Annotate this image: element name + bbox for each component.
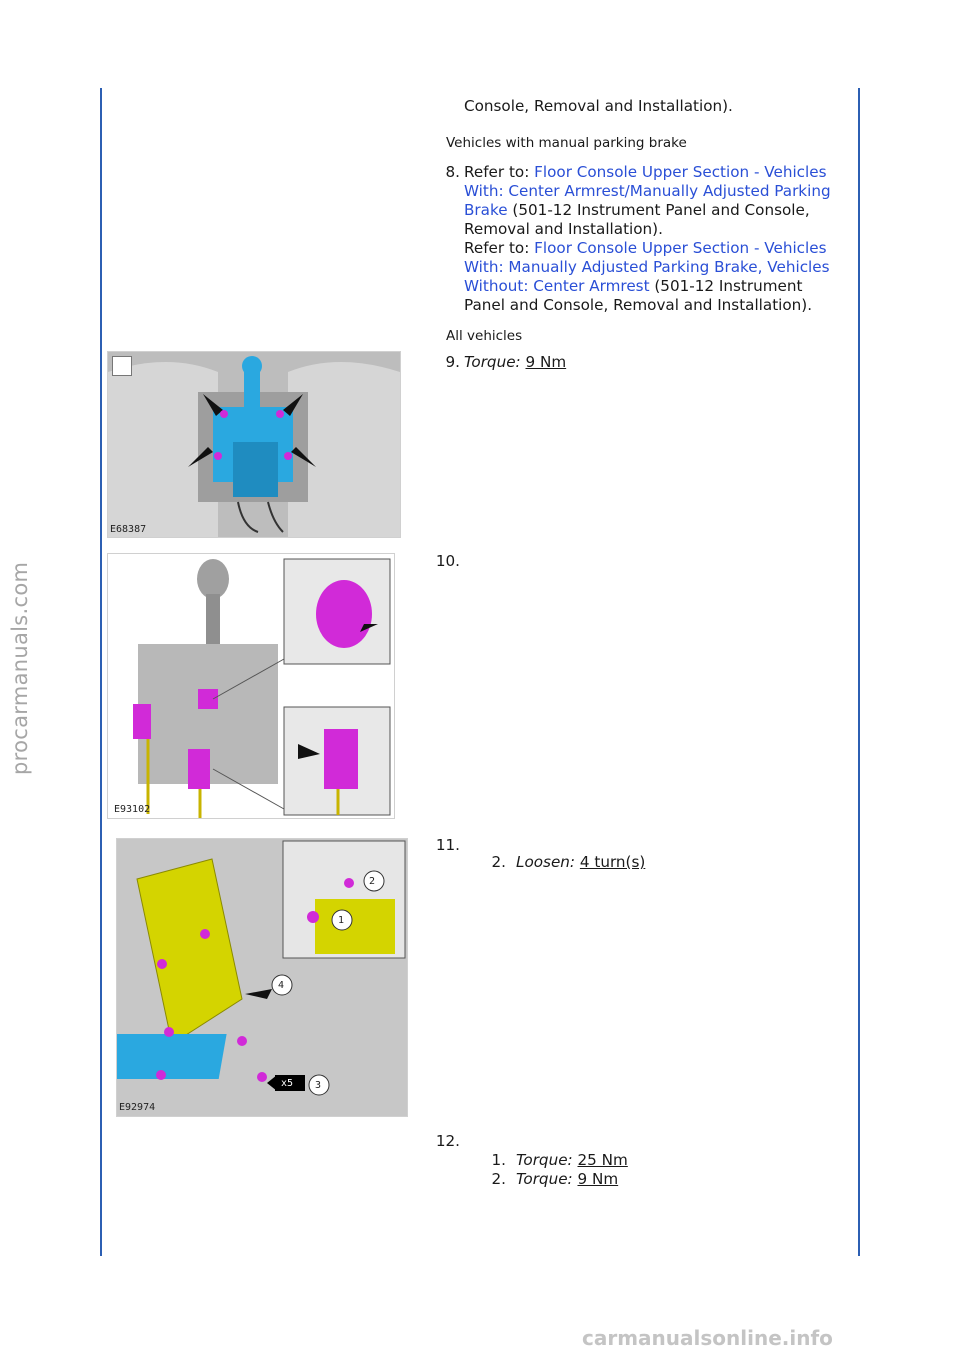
bottom-watermark: carmanualsonline.info bbox=[582, 1326, 833, 1350]
step-8-line-3 bbox=[464, 201, 810, 220]
step-8-line-8: Panel and Console, Removal and Installation). bbox=[464, 296, 813, 314]
step-12-item-2-number: 2. bbox=[491, 1170, 506, 1188]
callout-2: 2 bbox=[369, 876, 376, 887]
zoom-icon[interactable] bbox=[112, 356, 132, 376]
step-8-line-7 bbox=[464, 277, 802, 296]
step-9-number: 9. bbox=[445, 353, 460, 371]
figure-id: E68387 bbox=[110, 524, 147, 535]
loosen-label: Loosen: bbox=[516, 853, 576, 871]
step-11-sub-number: 2. bbox=[491, 853, 506, 871]
side-watermark: procarmanuals.com bbox=[8, 561, 32, 775]
torque-value: 25 Nm bbox=[577, 1151, 628, 1169]
figure-id: E93102 bbox=[114, 804, 151, 815]
figure-e68387[interactable] bbox=[107, 351, 401, 538]
step-11-number: 11. bbox=[435, 836, 460, 854]
callout-4: 4 bbox=[278, 980, 285, 991]
step-12-item-2 bbox=[516, 1170, 618, 1189]
step-12-item-1 bbox=[516, 1151, 628, 1170]
step-11-loosen bbox=[516, 853, 645, 872]
torque-label: Torque: bbox=[464, 353, 521, 371]
step-12-number: 12. bbox=[435, 1132, 460, 1150]
bracket-illustration bbox=[117, 839, 407, 1116]
callout-3: 3 bbox=[315, 1080, 322, 1091]
loosen-value: 4 turn(s) bbox=[579, 853, 646, 871]
refer-to-label: Refer to: bbox=[464, 163, 530, 181]
link-floor-console-armrest-line-2[interactable]: With: Center Armrest/Manually Adjusted Parking bbox=[464, 182, 831, 200]
intro-line: Console, Removal and Installation). bbox=[464, 97, 733, 115]
ref-1-tail: (501-12 Instrument Panel and Console, bbox=[512, 201, 810, 219]
figure-e92974[interactable] bbox=[116, 838, 408, 1117]
left-margin-rule bbox=[100, 88, 102, 1256]
cable-illustration bbox=[108, 554, 394, 818]
link-floor-console-armrest[interactable]: Floor Console Upper Section - Vehicles bbox=[534, 163, 827, 181]
step-12-item-1-number: 1. bbox=[491, 1151, 506, 1169]
figure-e93102[interactable] bbox=[107, 553, 395, 819]
section-heading-all-vehicles: All vehicles bbox=[446, 328, 523, 344]
link-floor-console-no-armrest[interactable]: Floor Console Upper Section - Vehicles bbox=[534, 239, 827, 257]
figure-id: E92974 bbox=[119, 1102, 156, 1113]
step-8-line-1 bbox=[464, 163, 827, 182]
section-heading-manual-brake: Vehicles with manual parking brake bbox=[446, 135, 687, 151]
link-floor-console-no-armrest-line-2[interactable]: With: Manually Adjusted Parking Brake, Vehicles bbox=[464, 258, 830, 276]
multiplier-label: x5 bbox=[281, 1078, 294, 1089]
step-9-torque bbox=[464, 353, 566, 372]
right-margin-rule bbox=[858, 88, 860, 1256]
torque-label: Torque: bbox=[516, 1151, 573, 1169]
ref-2-tail: (501-12 Instrument bbox=[654, 277, 803, 295]
torque-label: Torque: bbox=[516, 1170, 573, 1188]
step-8-number: 8. bbox=[445, 163, 460, 181]
step-8-line-5 bbox=[464, 239, 827, 258]
callout-1: 1 bbox=[338, 915, 345, 926]
refer-to-label-2: Refer to: bbox=[464, 239, 530, 257]
torque-value: 9 Nm bbox=[577, 1170, 619, 1188]
step-8-line-4: Removal and Installation). bbox=[464, 220, 663, 238]
step-10-number: 10. bbox=[435, 552, 460, 570]
link-floor-console-armrest-line-3[interactable]: Brake bbox=[464, 201, 508, 219]
shifter-illustration bbox=[108, 352, 400, 537]
torque-value: 9 Nm bbox=[525, 353, 567, 371]
link-floor-console-no-armrest-line-3[interactable]: Without: Center Armrest bbox=[464, 277, 650, 295]
